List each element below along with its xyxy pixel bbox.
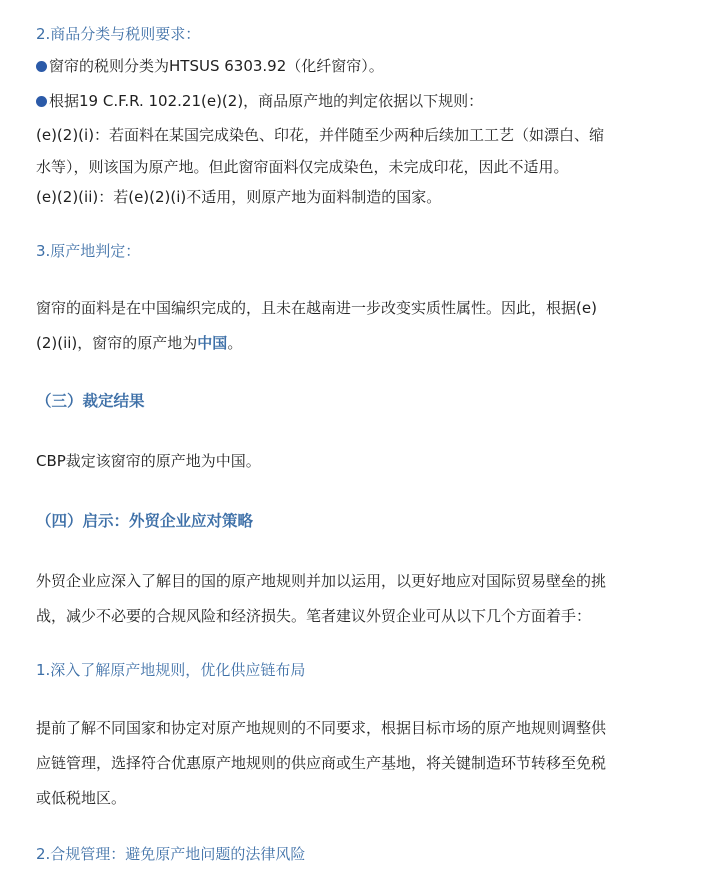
point-1-paragraph <box>36 711 681 816</box>
ruling-result-paragraph <box>36 444 681 479</box>
rule-e2ii-line: (e)(2)(ii)：若(e)(2)(i)不适用，则原产地为面料制造的国家。 <box>36 188 442 206</box>
paragraph-line: 窗帘的面料是在中国编织完成的，且未在越南进一步改变实质性属性。因此，根据(e) <box>36 299 597 317</box>
insight-heading-text: （四）启示：外贸企业应对策略 <box>36 512 254 530</box>
paragraph-line: 战，减少不必要的合规风险和经济损失。笔者建议外贸企业可从以下几个方面着手： <box>36 607 592 625</box>
origin-country-emphasis: 中国 <box>197 334 228 352</box>
bullet-dot-icon <box>36 96 47 107</box>
origin-determination-paragraph <box>36 291 681 361</box>
point-2-heading <box>36 840 681 869</box>
paragraph-line: 或低税地区。 <box>36 789 127 807</box>
rule-e2ii-paragraph <box>36 183 681 212</box>
section-3-heading <box>36 237 681 266</box>
section-2-heading-text: 2.商品分类与税则要求： <box>36 25 201 43</box>
bullet-text: 窗帘的税则分类为HTSUS 6303.92（化纤窗帘）。 <box>49 57 384 75</box>
rule-e2i-paragraph <box>36 119 681 183</box>
paragraph-line: CBP裁定该窗帘的原产地为中国。 <box>36 452 261 470</box>
bullet-item-cfr-rule <box>36 87 681 116</box>
paragraph-line: 提前了解不同国家和协定对原产地规则的不同要求，根据目标市场的原产地规则调整供 <box>36 719 607 737</box>
section-3-heading-text: 3.原产地判定： <box>36 242 141 260</box>
paragraph-line: 外贸企业应深入了解目的国的原产地规则并加以运用，以更好地应对国际贸易壁垒的挑 <box>36 572 607 590</box>
ruling-heading-text: （三）裁定结果 <box>36 392 145 410</box>
ruling-result-heading <box>36 387 681 416</box>
insight-paragraph <box>36 564 681 634</box>
bullet-text: 根据19 C.F.R. 102.21(e)(2)，商品原产地的判定依据以下规则： <box>49 92 484 110</box>
point-2-heading-text: 2.合规管理：避免原产地问题的法律风险 <box>36 845 306 863</box>
insight-strategy-heading <box>36 507 681 536</box>
bullet-dot-icon <box>36 61 47 72</box>
paragraph-line-suffix: 。 <box>227 334 243 352</box>
rule-e2i-line: 水等），则该国为原产地。但此窗帘面料仅完成染色，未完成印花，因此不适用。 <box>36 158 569 176</box>
section-2-heading <box>36 20 681 49</box>
point-1-heading-text: 1.深入了解原产地规则，优化供应链布局 <box>36 661 306 679</box>
rule-e2i-line: (e)(2)(i)：若面料在某国完成染色、印花，并伴随至少两种后续加工工艺（如漂白、缩 <box>36 126 605 144</box>
paragraph-line: 应链管理，选择符合优惠原产地规则的供应商或生产基地，将关键制造环节转移至免税 <box>36 754 607 772</box>
point-1-heading <box>36 656 681 685</box>
bullet-item-hts-classification <box>36 52 681 81</box>
paragraph-line-prefix: (2)(ii)，窗帘的原产地为 <box>36 334 198 352</box>
